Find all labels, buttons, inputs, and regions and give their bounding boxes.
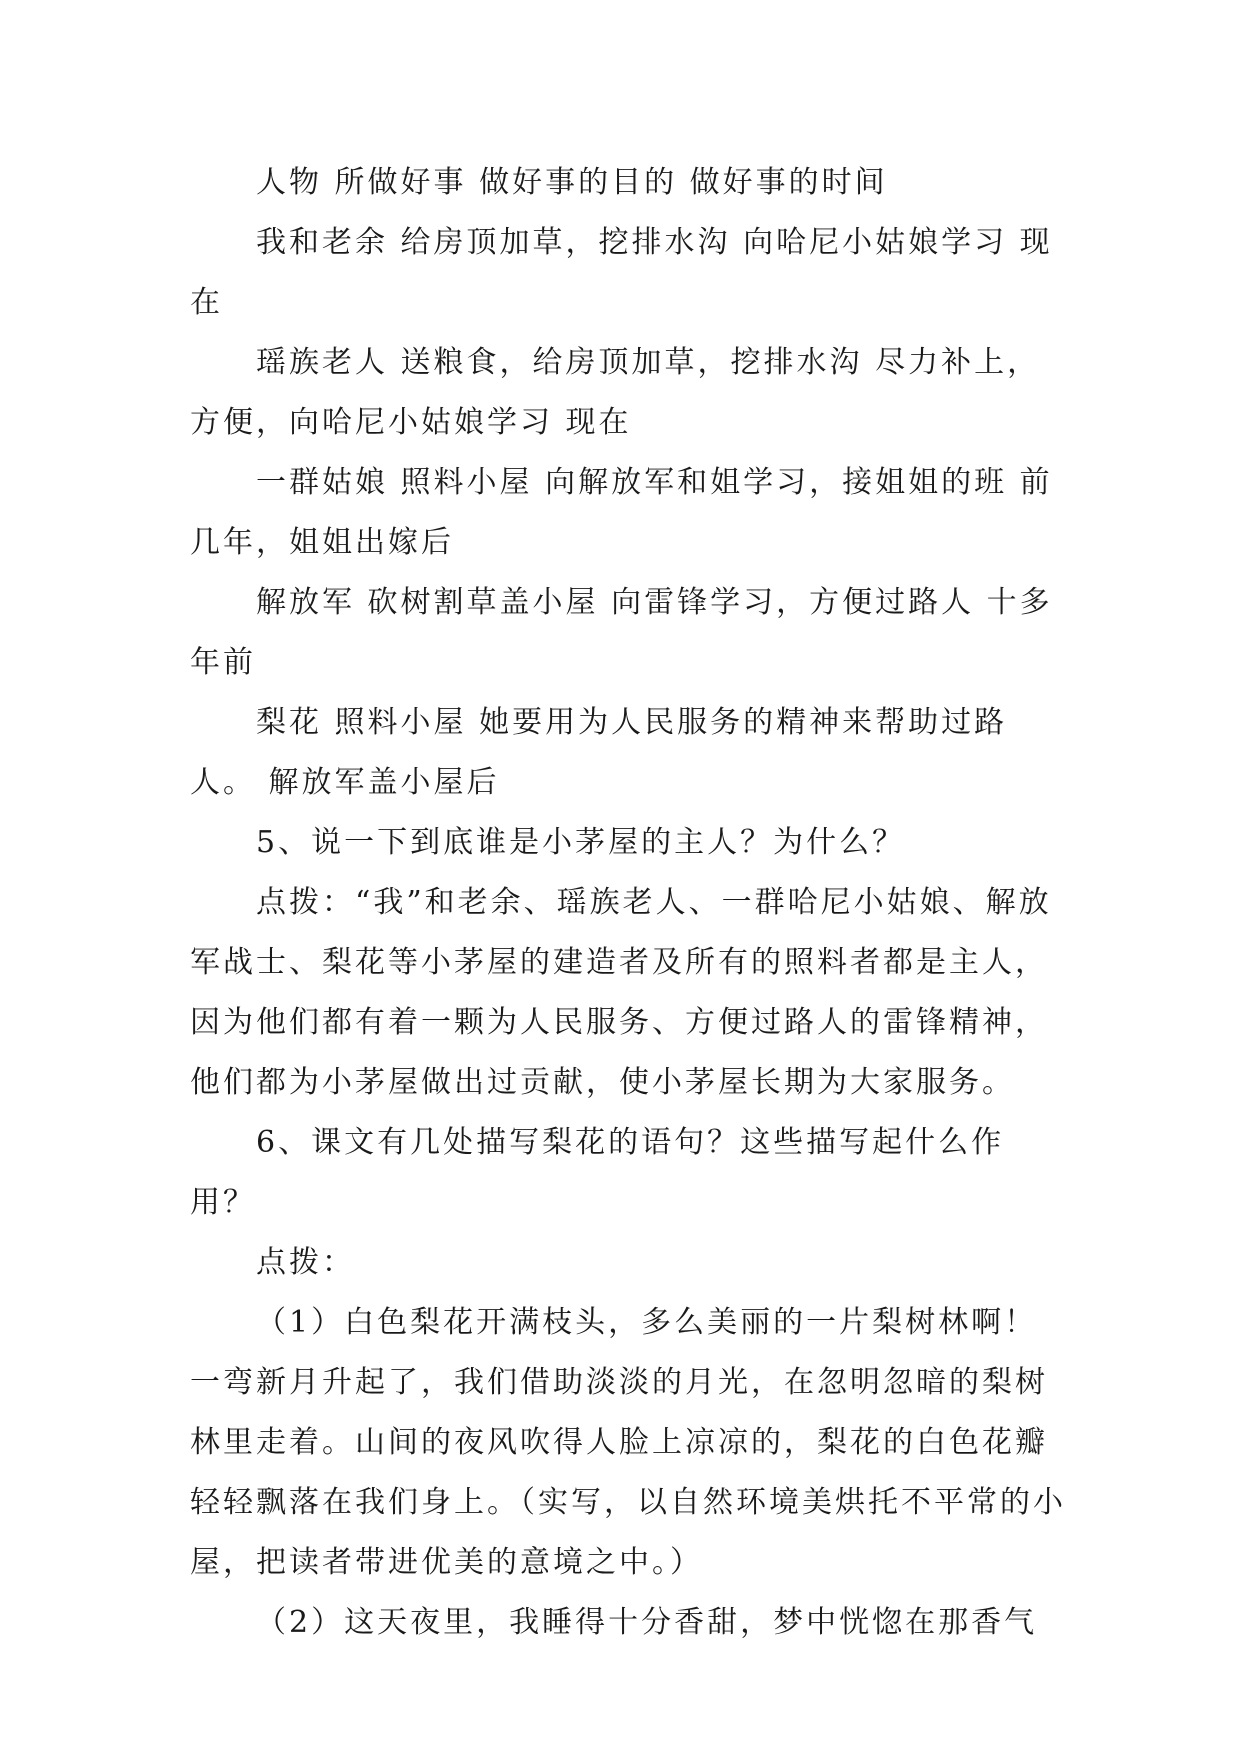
question-5: 5、说一下到底谁是小茅屋的主人？为什么？ <box>256 825 906 860</box>
document-body <box>190 153 1070 1653</box>
table-row-line: 解放军 砍树割草盖小屋 向雷锋学习，方便过路人 十多年前 <box>190 585 1053 680</box>
table-header-line: 人物 所做好事 做好事的目的 做好事的时间 <box>256 165 888 200</box>
table-row-line: 瑶族老人 送粮食，给房顶加草，挖排水沟 尽力补上，方便，向哈尼小姑娘学习 现在 <box>190 345 1041 440</box>
table-row-line: 梨花 照料小屋 她要用为人民服务的精神来帮助过路人。 解放军盖小屋后 <box>190 705 1008 800</box>
answer-5: 点拨：“我”和老余、瑶族老人、一群哈尼小姑娘、解放军战士、梨花等小茅屋的建造者及所有的照料者都是主人，因为他们都有着一颗为人民服务、方便过路人的雷锋精神，他们都为小茅屋做出过贡献，使小茅屋长期为大家服务。 <box>190 885 1052 1100</box>
answer-6-label: 点拨： <box>256 1245 355 1280</box>
question-6: 6、课文有几处描写梨花的语句？这些描写起什么作用？ <box>190 1125 1005 1220</box>
answer-6-item-1: （1）白色梨花开满枝头，多么美丽的一片梨树林啊！一弯新月升起了，我们借助淡淡的月光，在忽明忽暗的梨树林里走着。山间的夜风吹得人脸上凉凉的，梨花的白色花瓣轻轻飘落在我们身上。（实写，以自然环境美烘托不平常的小屋，把读者带进优美的意境之中。） <box>190 1305 1066 1580</box>
table-row-line: 我和老余 给房顶加草，挖排水沟 向哈尼小姑娘学习 现在 <box>190 225 1053 320</box>
table-row-line: 一群姑娘 照料小屋 向解放军和姐学习，接姐姐的班 前几年，姐姐出嫁后 <box>190 465 1053 560</box>
answer-6-item-2: （2）这天夜里，我睡得十分香甜，梦中恍惚在那香气 <box>256 1605 1038 1640</box>
